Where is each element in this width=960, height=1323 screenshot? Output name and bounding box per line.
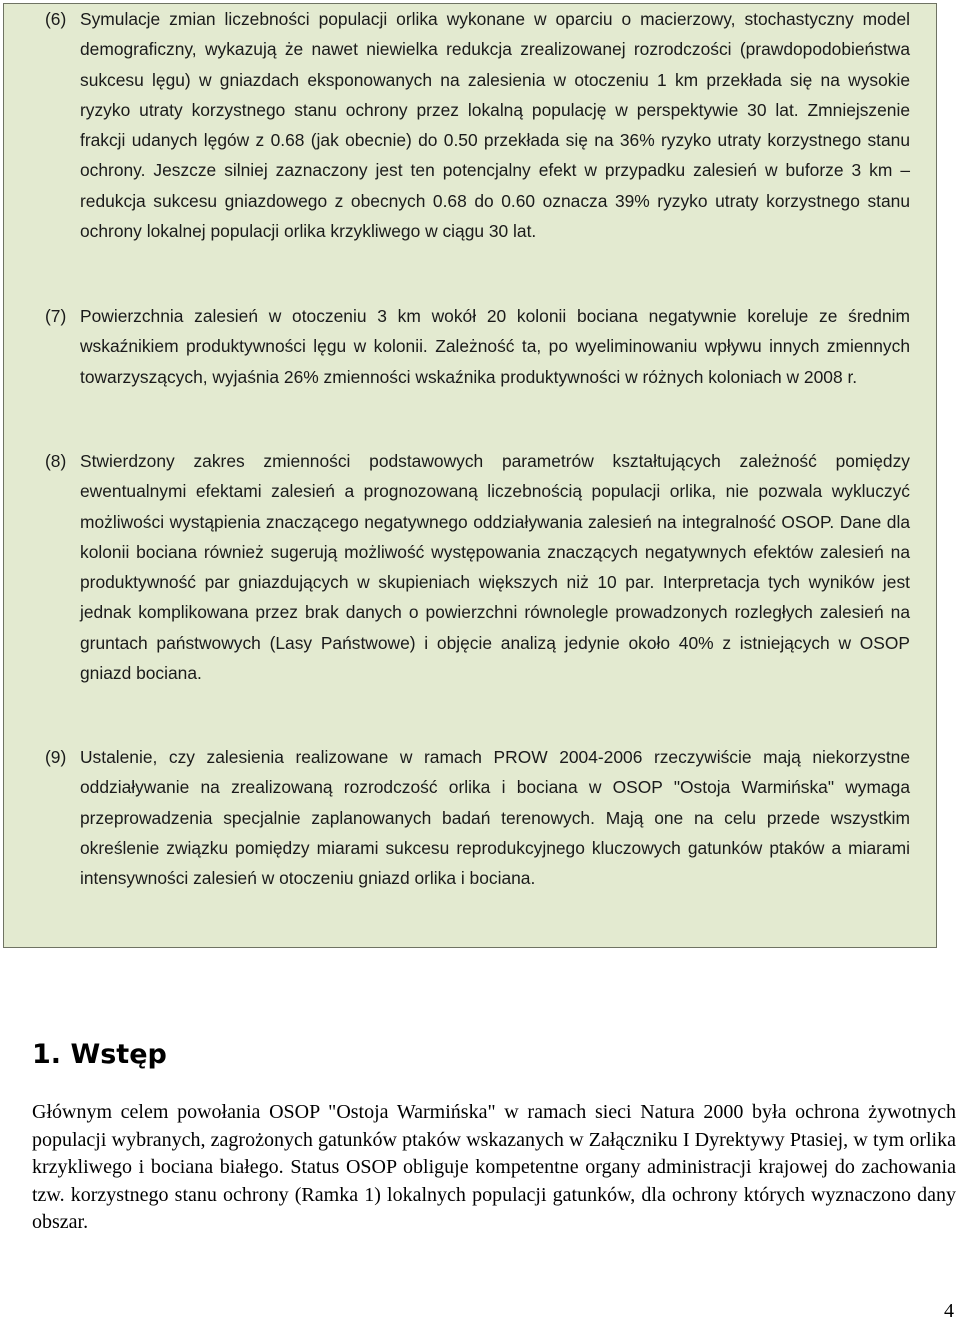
summary-item-9 — [45, 742, 910, 893]
summary-item-6 — [45, 4, 910, 246]
item-number: (8) — [45, 451, 67, 471]
item-text: Ustalenie, czy zalesienia realizowane w ramach PROW 2004-2006 rzeczywiście mają niekorzystne oddziaływanie na zrealizowaną rozrodczość orlika i bociana w OSOP "Ostoja Warmińska" wymaga przeprowadzenia specjalnie zaplanowanych badań terenowych. Mają one na celu przede wszystkim określenie związku pomiędzy miarami sukcesu reprodukcyjnego kluczowych gatunków ptaków a miarami intensywności zalesień w otoczeniu gniazd orlika i bociana. — [80, 747, 910, 889]
item-text: Stwierdzony zakres zmienności podstawowych parametrów kształtujących zależność pomiędzy ewentualnymi efektami zalesień a prognozowaną liczebnością populacji orlika, nie pozwala wykluczyć możliwości wystąpienia znaczącego negatywnego oddziaływania zalesień na integralność OSOP. Dane dla kolonii bociana również sugerują możliwość występowania znaczących negatywnych efektów zalesień na produktywność par gniazdujących w skupieniach większych niż 10 par. Interpretacja tych wyników jest jednak komplikowana przez brak danych o powierzchni równolegle prowadzonych rozległych zalesień na gruntach państwowych (Lasy Państwowe) i objęcie analizą jedynie około 40% z istniejących w OSOP gniazd bociana. — [80, 451, 910, 684]
item-number: (9) — [45, 747, 67, 767]
summary-item-8 — [45, 446, 910, 688]
section-heading: 1. Wstęp — [32, 1039, 167, 1070]
item-number: (7) — [45, 306, 67, 326]
summary-item-7 — [45, 301, 910, 392]
item-text: Powierzchnia zalesień w otoczeniu 3 km wokół 20 kolonii bociana negatywnie koreluje ze średnim wskaźnikiem produktywności lęgu w kolonii. Zależność ta, po wyeliminowaniu wpływu innych zmiennych towarzyszących, wyjaśnia 26% zmienności wskaźnika produktywności w różnych koloniach w 2008 r. — [80, 306, 910, 387]
page-number: 4 — [944, 1300, 954, 1322]
section-paragraph: Głównym celem powołania OSOP "Ostoja Warmińska" w ramach sieci Natura 2000 była ochrona żywotnych populacji wybranych, zagrożonych gatunków ptaków wskazanych w Załączniku I Dyrektywy Ptasiej, w tym orlika krzykliwego i bociana białego. Status OSOP obliguje kompetentne organy administracji krajowej do zachowania tzw. korzystnego stanu ochrony (Ramka 1) lokalnych populacji gatunków, dla ochrony których wyznaczono dany obszar. — [32, 1101, 956, 1233]
item-text: Symulacje zmian liczebności populacji orlika wykonane w oparciu o macierzowy, stochastyczny model demograficzny, wykazują że nawet niewielka redukcja zrealizowanej rozrodczości (prawdopodobieństwa sukcesu lęgu) w gniazdach eksponowanych na zalesienia w otoczeniu 1 km przekłada się na wysokie ryzyko utraty korzystnego stanu ochrony przez lokalną populację w perspektywie 30 lat. Zmniejszenie frakcji udanych lęgów z 0.68 (jak obecnie) do 0.50 przekłada się na 36% ryzyko utraty korzystnego stanu ochrony. Jeszcze silniej zaznaczony jest ten potencjalny efekt w przypadku zalesień w buforze 3 km – redukcja sukcesu gniazdowego z obecnych 0.68 do 0.60 oznacza 39% ryzyko utraty korzystnego stanu ochrony lokalnej populacji orlika krzykliwego w ciągu 30 lat. — [80, 9, 910, 242]
item-number: (6) — [45, 9, 67, 29]
